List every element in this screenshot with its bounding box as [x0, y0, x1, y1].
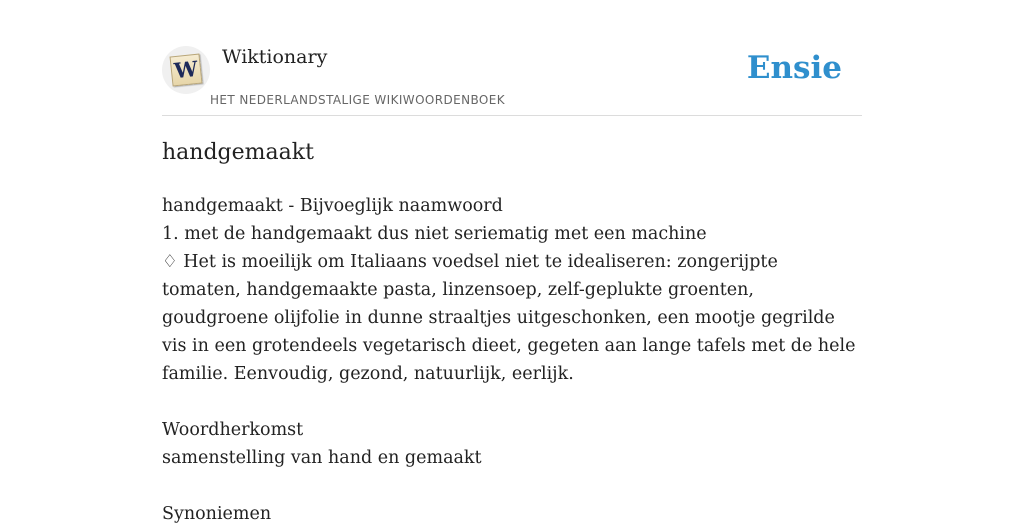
logo-tile: W: [170, 54, 203, 87]
entry-example: ♢ Het is moeilijk om Italiaans voedsel niet te idealiseren: zongerijpte tomaten, handgemaakte pasta, linzensoep, zelf-geplukte groenten, goudgroene olijfolie in dunne straaltjes uitgeschonken, een mootje gegrilde vis in een grotendeels vegetarisch dieet, gegeten aan lange tafels met de hele familie. Eenvoudig, gezond, natuurlijk, eerlijk.: [162, 252, 856, 384]
etymology-text: samenstelling van hand en gemaakt: [162, 448, 482, 468]
site-name[interactable]: Wiktionary: [222, 46, 328, 68]
wiktionary-logo-icon[interactable]: [162, 46, 210, 94]
etymology-heading: Woordherkomst: [162, 420, 304, 440]
section-spacer: [162, 472, 862, 500]
entry-content: [162, 192, 862, 528]
synonyms-heading: Synoniemen: [162, 504, 272, 524]
site-header: [162, 0, 862, 116]
site-subtitle: HET NEDERLANDSTALIGE WIKIWOORDENBOEK: [210, 93, 506, 107]
section-spacer: [162, 388, 862, 416]
page-title: handgemaakt: [162, 140, 314, 165]
entry-heading: handgemaakt - Bijvoeglijk naamwoord: [162, 196, 503, 216]
entry-definition: 1. met de handgemaakt dus niet seriematig met een machine: [162, 224, 707, 244]
ensie-brand-link[interactable]: Ensie: [746, 50, 842, 86]
